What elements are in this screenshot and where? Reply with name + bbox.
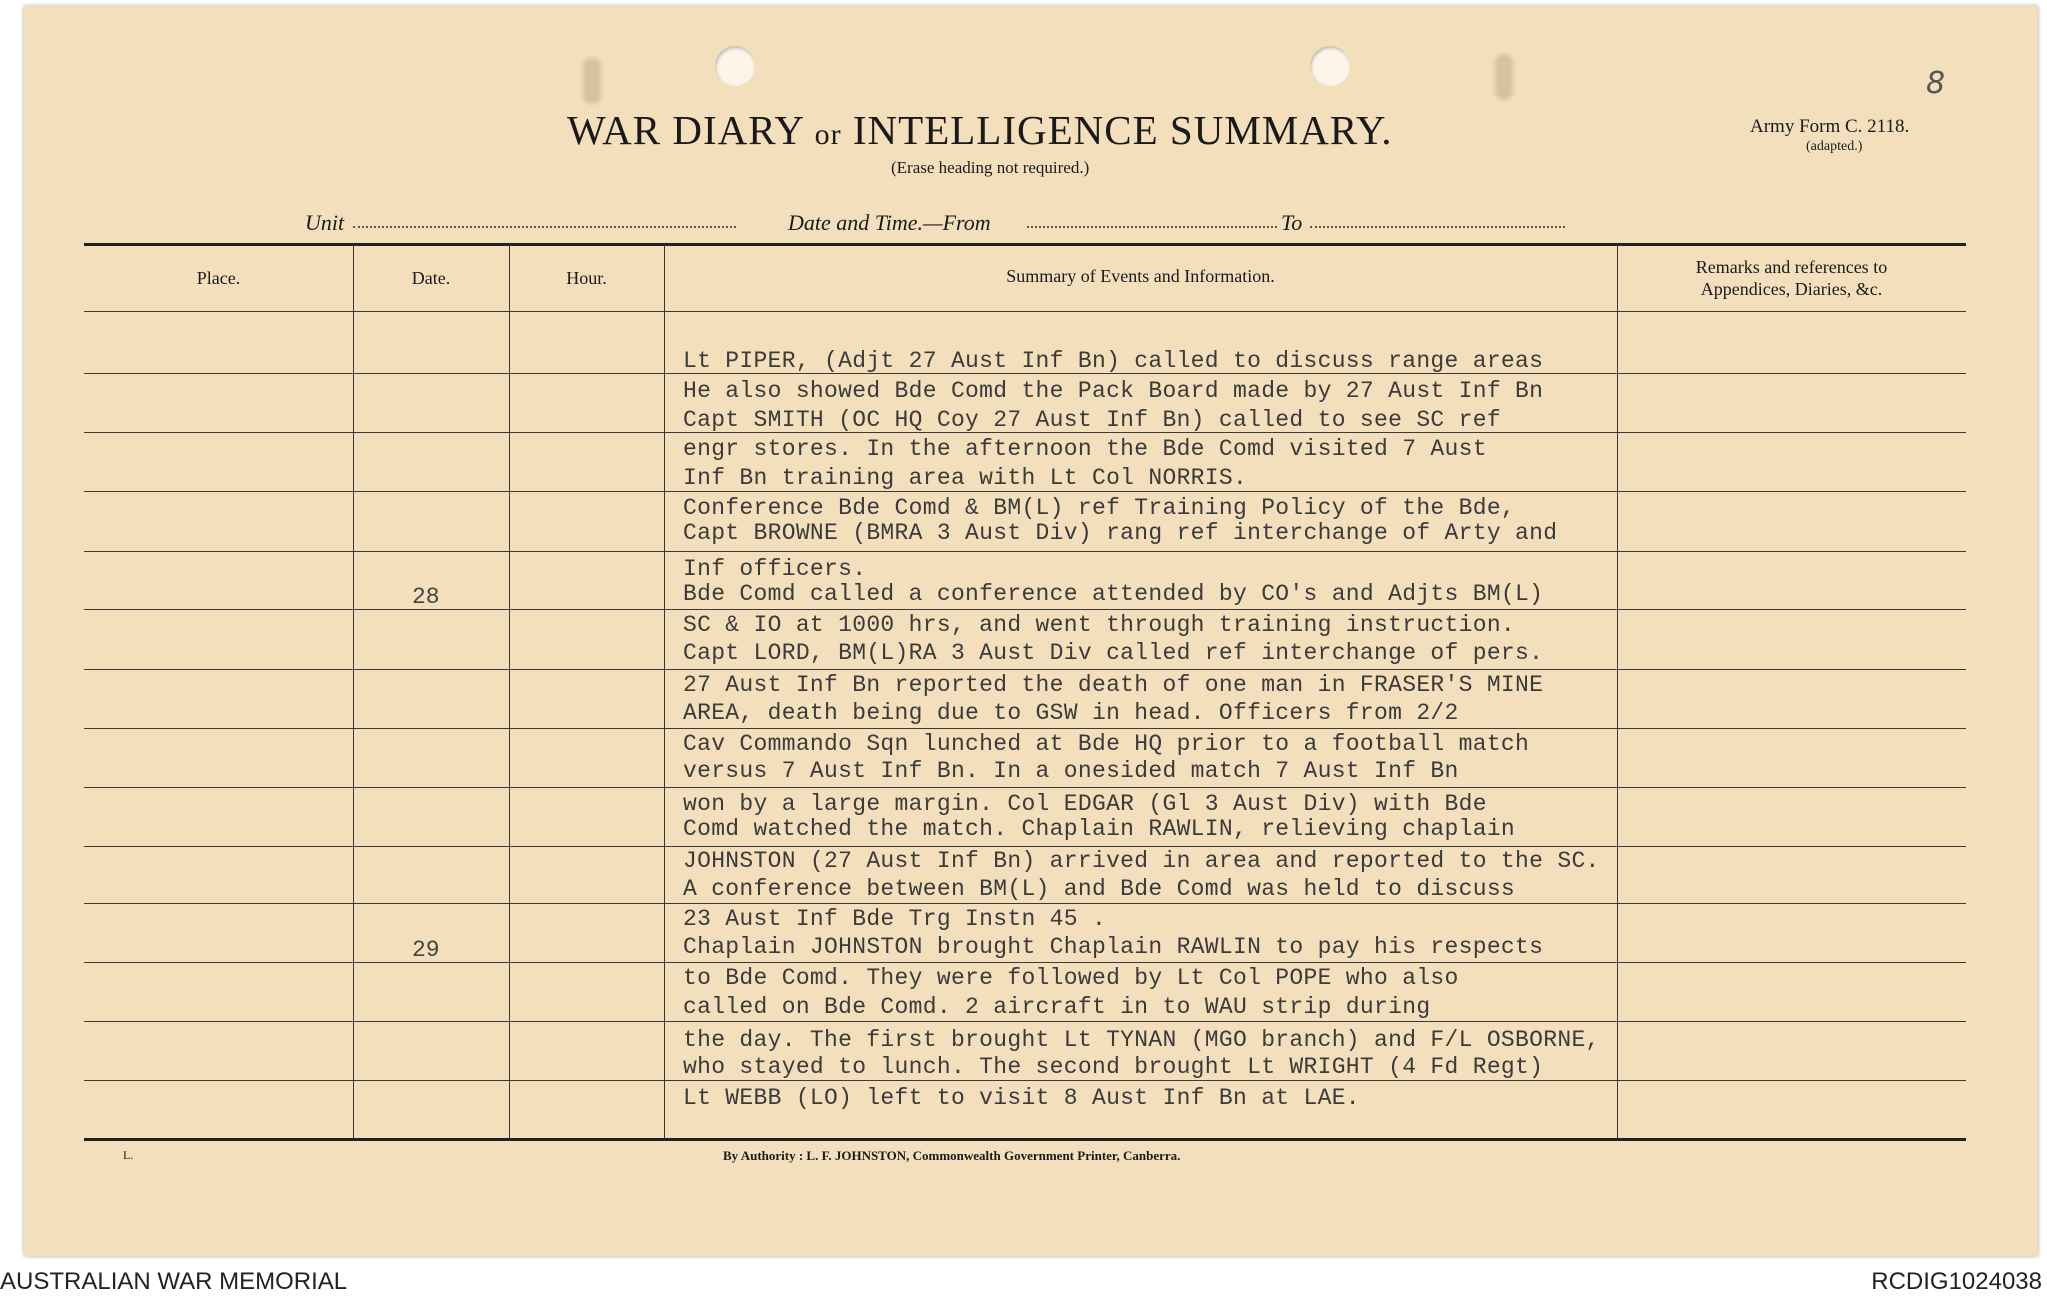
column-header-place: Place. (196, 268, 241, 288)
entry-date: 28 (412, 584, 440, 610)
printer-imprint: By Authority : L. F. JOHNSTON, Commonwealth Government Printer, Canberra. (723, 1148, 1181, 1163)
row-rule (84, 551, 1966, 552)
diary-line: He also showed Bde Comd the Pack Board made by 27 Aust Inf Bn (683, 378, 1544, 404)
form-adapted-note: (adapted.) (1806, 139, 1863, 154)
diary-line: versus 7 Aust Inf Bn. In a onesided match 7 Aust Inf Bn (683, 758, 1459, 784)
punch-hole-right (1310, 46, 1350, 86)
diary-line: to Bde Comd. They were followed by Lt Col POPE who also (683, 965, 1459, 991)
diary-line: SC & IO at 1000 hrs, and went through training instruction. (683, 612, 1516, 638)
column-divider (509, 245, 510, 1138)
diary-line: Capt LORD, BM(L)RA 3 Aust Div called ref interchange of pers. (683, 640, 1544, 666)
diary-line: Bde Comd called a conference attended by CO's and Adjts BM(L) (683, 581, 1544, 607)
unit-label: Unit (305, 210, 345, 235)
row-rule (84, 787, 1966, 788)
table-top-rule (84, 243, 1966, 246)
diary-line: Inf Bn training area with Lt Col NORRIS. (683, 465, 1248, 491)
unit-field (353, 226, 736, 228)
diary-line: called on Bde Comd. 2 aircraft in to WAU strip during (683, 994, 1431, 1020)
column-divider (664, 245, 665, 1138)
form-subtitle: (Erase heading not required.) (891, 158, 1090, 177)
diary-line: Capt SMITH (OC HQ Coy 27 Aust Inf Bn) called to see SC ref (683, 407, 1501, 433)
diary-line: who stayed to lunch. The second brought Lt WRIGHT (4 Fd Regt) (683, 1054, 1544, 1080)
column-header-date: Date. (411, 268, 451, 288)
diary-line: the day. The first brought Lt TYNAN (MGO branch) and F/L OSBORNE, (683, 1027, 1600, 1053)
diary-line: Lt PIPER, (Adjt 27 Aust Inf Bn) called to discuss range areas (683, 348, 1544, 374)
diary-line: Conference Bde Comd & BM(L) ref Training Policy of the Bde, (683, 495, 1516, 521)
diary-line: A conference between BM(L) and Bde Comd was held to discuss (683, 876, 1516, 902)
row-rule (84, 1021, 1966, 1022)
date-from-field (1027, 226, 1277, 228)
army-form-number: Army Form C. 2118. (1750, 116, 1910, 137)
diary-line: engr stores. In the afternoon the Bde Comd visited 7 Aust (683, 436, 1487, 462)
paper-mark (583, 58, 601, 104)
column-header-summary: Summary of Events and Information. (1006, 266, 1275, 286)
to-label: To (1281, 210, 1303, 235)
header-rule (84, 311, 1966, 312)
row-rule (84, 903, 1966, 904)
row-rule (84, 728, 1966, 729)
diary-line: won by a large margin. Col EDGAR (Gl 3 Aust Div) with Bde (683, 791, 1487, 817)
form-mark: L. (123, 1148, 134, 1162)
diary-line: JOHNSTON (27 Aust Inf Bn) arrived in area and reported to the SC. (683, 848, 1600, 874)
archive-footer-right: RCDIG1024038 (1871, 1268, 2042, 1295)
column-header-hour: Hour. (566, 268, 607, 288)
paper-mark (1495, 54, 1513, 100)
diary-line: Lt WEBB (LO) left to visit 8 Aust Inf Bn at LAE. (683, 1085, 1360, 1111)
column-header-remarks: Remarks and references to Appendices, Diaries, &c. (1695, 257, 1888, 299)
form-title: WAR DIARY or INTELLIGENCE SUMMARY. (567, 107, 1393, 153)
diary-line: AREA, death being due to GSW in head. Officers from 2/2 (683, 700, 1459, 726)
column-divider (353, 245, 354, 1138)
punch-hole-left (715, 46, 755, 86)
row-rule (84, 609, 1966, 610)
diary-line: Chaplain JOHNSTON brought Chaplain RAWLIN to pay his respects (683, 934, 1544, 960)
row-rule (84, 669, 1966, 670)
table-bottom-rule (84, 1138, 1966, 1141)
diary-line: 23 Aust Inf Bde Trg Instn 45 . (683, 906, 1107, 932)
column-divider (1617, 245, 1618, 1138)
row-rule (84, 1080, 1966, 1081)
date-time-label: Date and Time.—From (788, 210, 991, 235)
entry-date: 29 (412, 937, 440, 963)
row-rule (84, 491, 1966, 492)
row-rule (84, 846, 1966, 847)
diary-line: Cav Commando Sqn lunched at Bde HQ prior to a football match (683, 731, 1530, 757)
diary-line: Inf officers. (683, 556, 867, 582)
archive-footer-left: AUSTRALIAN WAR MEMORIAL (0, 1268, 348, 1295)
date-to-field (1310, 226, 1565, 228)
diary-line: Comd watched the match. Chaplain RAWLIN, relieving chaplain (683, 816, 1516, 842)
diary-line: Capt BROWNE (BMRA 3 Aust Div) rang ref interchange of Arty and (683, 520, 1558, 546)
diary-line: 27 Aust Inf Bn reported the death of one man in FRASER'S MINE (683, 672, 1544, 698)
page-number: 8 (1926, 66, 1946, 101)
row-rule (84, 962, 1966, 963)
